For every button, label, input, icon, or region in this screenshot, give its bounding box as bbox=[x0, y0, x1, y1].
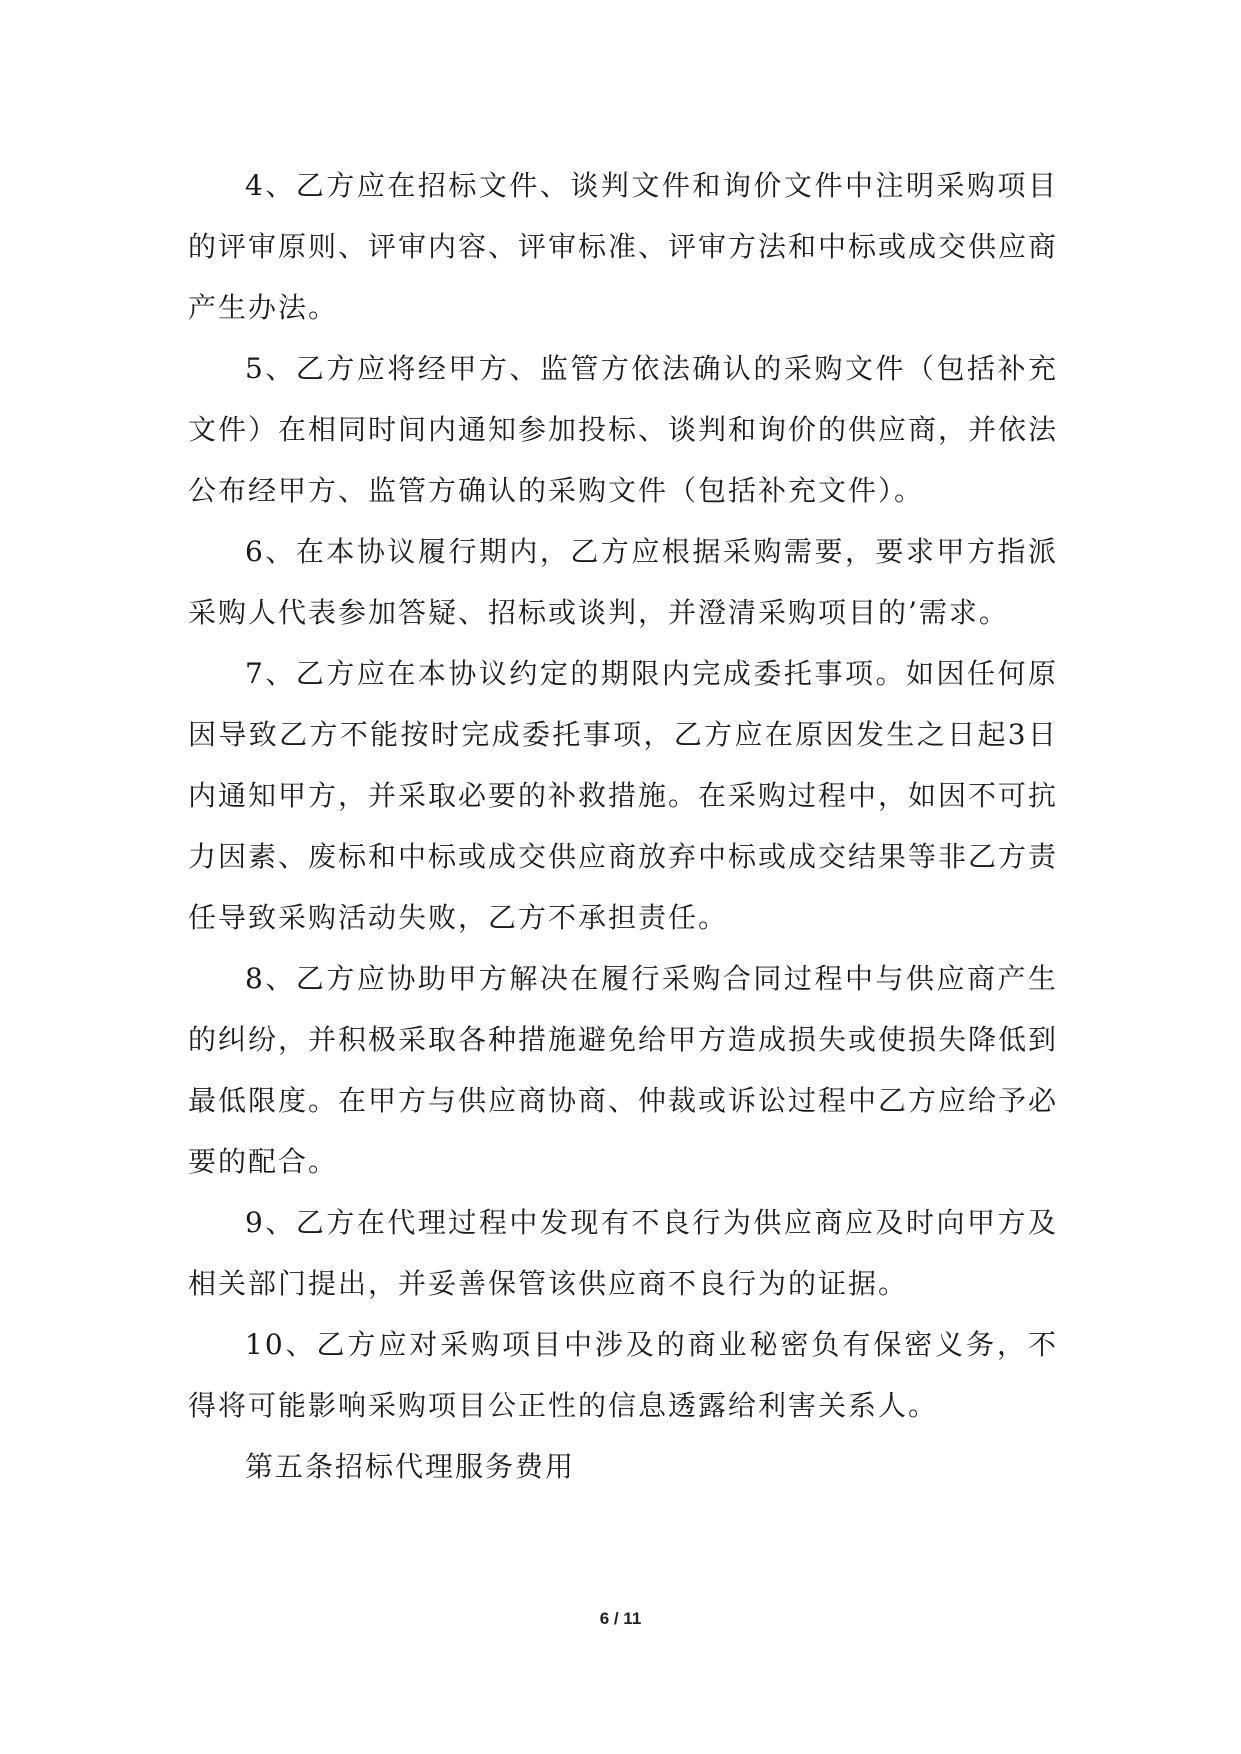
document-body bbox=[188, 155, 1058, 1497]
page-number: 6 / 11 bbox=[599, 1609, 642, 1628]
section-heading: 第五条招标代理服务费用 bbox=[245, 1450, 576, 1483]
clause-6-paragraph: 6、在本协议履行期内，乙方应根据采购需要，要求甲方指派采购人代表参加答疑、招标或谈判，并澄清采购项目的’需求。 bbox=[188, 535, 1058, 629]
clause-5-paragraph: 5、乙方应将经甲方、监管方依法确认的采购文件（包括补充文件）在相同时间内通知参加投标、谈判和询价的供应商，并依法公布经甲方、监管方确认的采购文件（包括补充文件）。 bbox=[188, 352, 1059, 507]
clause-9-paragraph: 9、乙方在代理过程中发现有不良行为供应商应及时向甲方及相关部门提出，并妥善保管该供应商不良行为的证据。 bbox=[188, 1206, 1058, 1300]
clause-7-paragraph: 7、乙方应在本协议约定的期限内完成委托事项。如因任何原因导致乙方不能按时完成委托事项，乙方应在原因发生之日起3日内通知甲方，并采取必要的补救措施。在采购过程中，如因不可抗力因素、废标和中标或成交供应商放弃中标或成交结果等非乙方责任导致采购活动失败，乙方不承担责任。 bbox=[188, 657, 1059, 934]
clause-4-paragraph: 4、乙方应在招标文件、谈判文件和询价文件中注明采购项目的评审原则、评审内容、评审标准、评审方法和中标或成交供应商产生办法。 bbox=[188, 169, 1059, 324]
clause-10-paragraph: 10、乙方应对采购项目中涉及的商业秘密负有保密义务，不得将可能影响采购项目公正性的信息透露给利害关系人。 bbox=[188, 1328, 1058, 1422]
clause-8-paragraph: 8、乙方应协助甲方解决在履行采购合同过程中与供应商产生的纠纷，并积极采取各种措施避免给甲方造成损失或使损失降低到最低限度。在甲方与供应商协商、仲裁或诉讼过程中乙方应给予必要的配合。 bbox=[188, 962, 1059, 1178]
